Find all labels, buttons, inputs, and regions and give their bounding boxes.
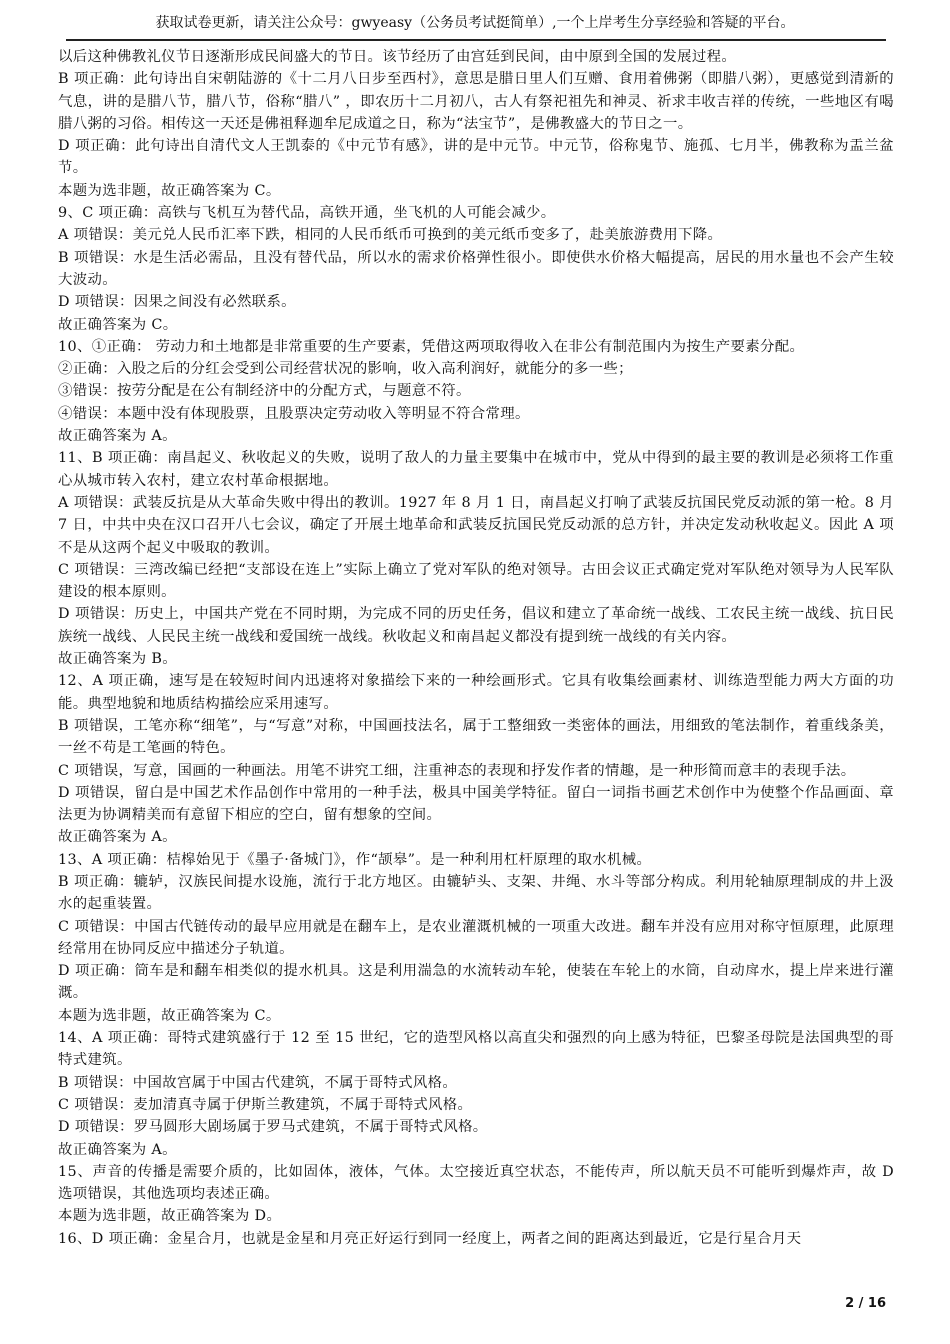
paragraph: 9、C 项正确：高铁与飞机互为替代品，高铁开通，坐飞机的人可能会减少。: [58, 205, 556, 222]
paragraph: C 项错误，写意，国画的一种画法。用笔不讲究工细，注重神态的表现和抒发作者的情趣，是一种形简而意丰的表现手法。: [58, 762, 856, 779]
paragraph: 15、声音的传播是需要介质的，比如固体，液体，气体。太空接近真空状态，不能传声，所以航天员不可能听到爆炸声，故 D 选项错误，其他选项均表述正确。: [58, 1163, 894, 1203]
header-text: 获取试卷更新，请关注公众号：gwyeasy（公务员考试挺简单）,一个上岸考生分享经验和答疑的平台。: [155, 15, 795, 31]
paragraph: 16、D 项正确：金星合月，也就是金星和月亮正好运行到同一经度上，两者之间的距离达到最近，它是行星合月天: [58, 1230, 802, 1247]
paragraph: B 项正确：辘轳，汉族民间提水设施，流行于北方地区。由辘轳头、支架、井绳、水斗等部分构成。利用轮轴原理制成的井上汲水的起重装置。: [58, 873, 894, 913]
document-body: [58, 46, 894, 1250]
paragraph: B 项错误：中国故宫属于中国古代建筑，不属于哥特式风格。: [58, 1074, 458, 1091]
paragraph: 故正确答案为 C。: [58, 316, 178, 333]
paragraph: 14、A 项正确：哥特式建筑盛行于 12 至 15 世纪，它的造型风格以高直尖和强烈的向上感为特征，巴黎圣母院是法国典型的哥特式建筑。: [58, 1030, 894, 1069]
paragraph: 以后这种佛教礼仪节日逐渐形成民间盛大的节日。该节经历了由宫廷到民间，由中原到全国的发展过程。: [58, 49, 737, 65]
page-header: [0, 14, 950, 32]
paragraph: B 项正确：此句诗出自宋朝陆游的《十二月八日步至西村》，意思是腊日里人们互赠、食用着佛粥（即腊八粥），更感觉到清新的气息，讲的是腊八节，腊八节，俗称“腊八” ，即农历十二月初八，古人有祭祀祖先和神灵、祈求丰收吉祥的传统，一些地区有喝腊八粥的习俗。相传这一天还是佛祖释迦牟尼成道之日，称为“法宝节”，是佛教盛大的节日之一。: [58, 71, 894, 132]
paragraph: ④错误：本题中没有体现股票，且股票决定劳动收入等明显不符合常理。: [58, 405, 530, 422]
paragraph: D 项错误，留白是中国艺术作品创作中常用的一种手法，极具中国美学特征。留白一词指书画艺术创作中为使整个作品画面、章法更为协调精美而有意留下相应的空白，留有想象的空间。: [58, 784, 894, 824]
paragraph: 12、A 项正确，速写是在较短时间内迅速将对象描绘下来的一种绘画形式。它具有收集绘画素材、训练造型能力两大方面的功能。典型地貌和地质结构描绘应采用速写。: [58, 673, 894, 712]
paragraph: 故正确答案为 A。: [58, 428, 177, 445]
paragraph: 13、A 项正确：桔槔始见于《墨子·备城门》，作“颉皋”。是一种利用杠杆原理的取水机械。: [58, 851, 652, 868]
paragraph: B 项错误，工笔亦称“细笔”，与“写意”对称，中国画技法名，属于工整细致一类密体的画法，用细致的笔法制作，着重线条美，一丝不苟是工笔画的特色。: [58, 717, 894, 757]
paragraph: D 项错误：历史上，中国共产党在不同时期，为完成不同的历史任务，倡议和建立了革命统一战线、工农民主统一战线、抗日民族统一战线、人民民主统一战线和爱国统一战线。秋收起义和南昌起义都没有提到统一战线的有关内容。: [58, 606, 894, 645]
paragraph: 本题为选非题，故正确答案为 C。: [58, 182, 281, 199]
paragraph: 11、B 项正确：南昌起义、秋收起义的失败，说明了敌人的力量主要集中在城市中，党从中得到的最主要的教训是必须将工作重心从城市转入农村，建立农村革命根据地。: [58, 450, 894, 489]
paragraph: D 项错误：因果之间没有必然联系。: [58, 294, 296, 311]
header-divider: [66, 39, 886, 41]
paragraph: 故正确答案为 A。: [58, 829, 177, 846]
paragraph: A 项错误：武装反抗是从大革命失败中得出的教训。1927 年 8 月 1 日，南昌起义打响了武装反抗国民党反动派的第一枪。8 月 7 日，中共中央在汉口召开八七会议，确定了开展土地革命和武装反抗国民党反动派的总方针，并决定发动秋收起义。因此 A 项不是从这两个起义中吸取的教训。: [58, 494, 894, 556]
paragraph: 本题为选非题，故正确答案为 D。: [58, 1208, 282, 1225]
paragraph: 故正确答案为 A。: [58, 1141, 177, 1158]
paragraph: 10、①正确： 劳动力和土地都是非常重要的生产要素，凭借这两项取得收入在非公有制范围内为按生产要素分配。: [58, 338, 805, 355]
paragraph: ③错误：按劳分配是在公有制经济中的分配方式，与题意不符。: [58, 383, 471, 400]
paragraph: C 项错误：三湾改编已经把“支部设在连上”实际上确立了党对军队的绝对领导。古田会议正式确定党对军队绝对领导为人民军队建设的根本原则。: [58, 561, 894, 601]
paragraph: A 项错误：美元兑人民币汇率下跌，相同的人民币纸币可换到的美元纸币变多了，赴美旅游费用下降。: [58, 227, 723, 244]
paragraph: B 项错误：水是生活必需品，且没有替代品，所以水的需求价格弹性很小。即使供水价格大幅提高，居民的用水量也不会产生较大波动。: [58, 249, 894, 288]
page-number: [845, 1296, 886, 1311]
paragraph: C 项错误：中国古代链传动的最早应用就是在翻车上，是农业灌溉机械的一项重大改进。翻车并没有应用对称守恒原理，此原理经常用在协同反应中描述分子轨道。: [58, 918, 894, 957]
paragraph: 本题为选非题，故正确答案为 C。: [58, 1007, 281, 1024]
paragraph: D 项正确：筒车是和翻车相类似的提水机具。这是利用湍急的水流转动车轮，使装在车轮上的水筒，自动戽水，提上岸来进行灌溉。: [58, 963, 894, 1002]
paragraph: ②正确：入股之后的分红会受到公司经营状况的影响，收入高利润好，就能分的多一些；: [58, 361, 633, 378]
paragraph: D 项正确：此句诗出自清代文人王凯泰的《中元节有感》，讲的是中元节。中元节，俗称鬼节、施孤、七月半，佛教称为盂兰盆节。: [58, 138, 894, 177]
paragraph: C 项错误：麦加清真寺属于伊斯兰教建筑，不属于哥特式风格。: [58, 1096, 473, 1113]
paragraph: D 项错误：罗马圆形大剧场属于罗马式建筑，不属于哥特式风格。: [58, 1119, 488, 1136]
paragraph: 故正确答案为 B。: [58, 651, 178, 668]
page-number-text: 2 / 16: [845, 1296, 886, 1311]
